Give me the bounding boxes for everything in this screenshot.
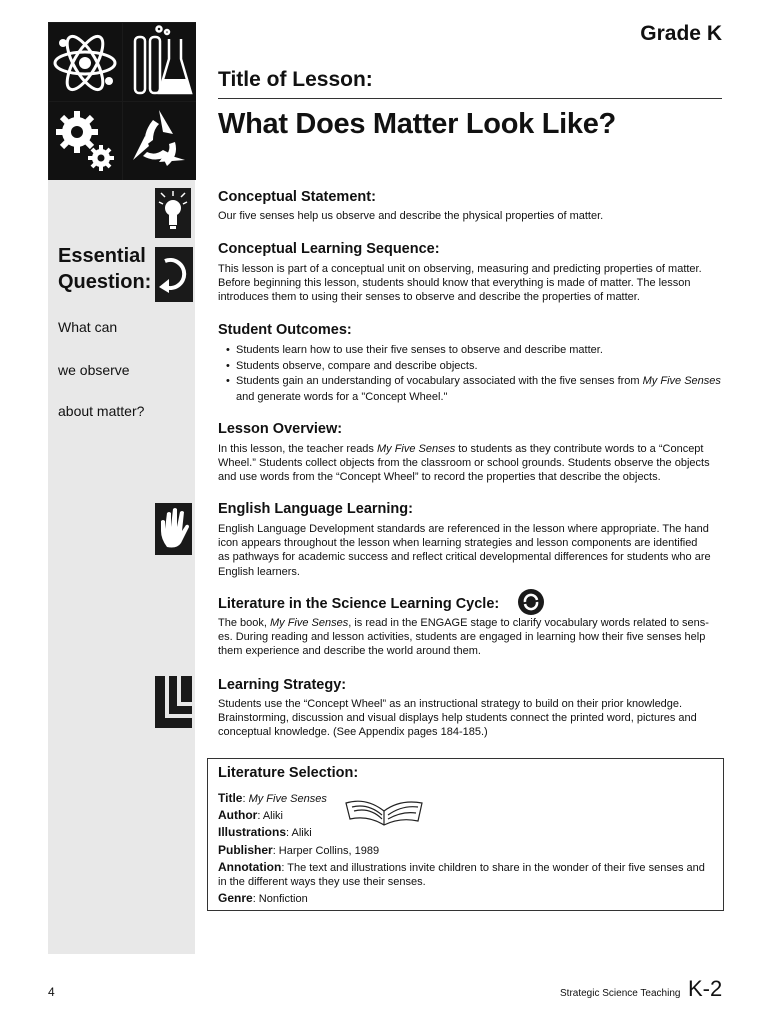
book-title-italic: My Five Senses: [376, 443, 456, 455]
list-item: • Students observe, compare and describe objects.: [230, 359, 735, 375]
literature-cycle-heading: Literature in the Science Learning Cycle:: [218, 596, 500, 612]
lit-genre-row: Genre: Nonfiction: [218, 891, 308, 905]
atom-icon: [49, 23, 122, 101]
lesson-overview-text: In this lesson, the teacher reads My Five Senses to students as they contribute words to a “Concept Wheel.” Students collect objects from the classroom or school grounds. Students observe the objects and use words from the “Concept Wheel” to record the properties that describe the objects.: [218, 443, 710, 484]
lit-title-row: Title: My Five Senses: [218, 791, 327, 805]
ell-heading: English Language Learning:: [218, 501, 413, 517]
lit-annotation-row-2: in the different ways they use their senses.: [218, 876, 426, 888]
conceptual-statement-text: Our five senses help us observe and describe the physical properties of matter.: [218, 210, 604, 222]
page-number: 4: [48, 985, 55, 999]
lit-illustrations-row: Illustrations: Aliki: [218, 825, 312, 839]
science-icon-block: [48, 22, 196, 180]
grade-label: Grade K: [640, 22, 722, 45]
cycle-arrow-icon: [155, 247, 193, 302]
learning-strategy-heading: Learning Strategy:: [218, 677, 347, 693]
book-title-italic: My Five Senses: [642, 375, 721, 387]
footer-code: K-2: [688, 976, 723, 1001]
essential-question-line: about matter?: [58, 403, 145, 419]
hand-icon: [155, 503, 192, 555]
essential-question-line: we observe: [58, 362, 130, 378]
list-item: • Students gain an understanding of vocabulary associated with the five senses from My Five Senses and generate words for a "Concept Wheel.": [230, 374, 735, 405]
student-outcomes-list: [218, 343, 735, 405]
student-outcomes-heading: Student Outcomes:: [218, 322, 352, 338]
lesson-overview-heading: Lesson Overview:: [218, 421, 343, 437]
gears-icon: [49, 102, 122, 180]
lit-publisher-row: Publisher: Harper Collins, 1989: [218, 843, 380, 857]
learning-strategy-icon: [155, 676, 192, 728]
lightbulb-icon: [155, 188, 191, 238]
page-title: What Does Matter Look Like?: [218, 108, 616, 140]
learning-sequence-text: This lesson is part of a conceptual unit on observing, measuring and predicting properties of matter. Before beginning this lesson, students should know that everything is made of matter. The lesson introduces them to using their senses to observe and describe the properties of matter.: [218, 263, 702, 304]
footer-series: Strategic Science Teaching: [560, 988, 681, 999]
lab-glassware-icon: [123, 23, 196, 101]
conceptual-statement-heading: Conceptual Statement:: [218, 189, 376, 205]
literature-cycle-text: The book, My Five Senses, is read in the ENGAGE stage to clarify vocabulary words related to sens- es. During reading and lesson activities, students are engaged in learning how their five senses help them experience and describe the world around them.: [218, 617, 709, 658]
title-divider: [218, 98, 722, 99]
title-label: Title of Lesson:: [218, 68, 373, 91]
ell-text: English Language Development standards are referenced in the lesson where appropriate. The hand icon appears throughout the lesson when learning strategies and lesson components are identified as pathways for academic success and reflect critical developmental differences for students who are English learners.: [218, 523, 711, 578]
lit-author-row: Author: Aliki: [218, 808, 284, 822]
book-title-italic: My Five Senses: [269, 617, 349, 629]
learning-sequence-heading: Conceptual Learning Sequence:: [218, 241, 440, 257]
learning-cycle-icon: [518, 589, 544, 615]
essential-question-heading: Essential Question:: [58, 245, 152, 293]
cycle-triangle-icon: [123, 102, 196, 180]
essential-question-line: What can: [58, 319, 118, 335]
list-item: • Students learn how to use their five senses to observe and describe matter.: [230, 343, 735, 359]
learning-strategy-text: Students use the “Concept Wheel” as an instructional strategy to build on their prior knowledge. Brainstorming, discussion and visual displays help students connect the printed word, pictures and conceptual knowledge. (See Appendix pages 184-185.): [218, 698, 697, 739]
lit-annotation-row: Annotation: The text and illustrations invite children to share in the wonder of their five senses and: [218, 860, 705, 874]
literature-selection-heading: Literature Selection:: [218, 765, 359, 781]
